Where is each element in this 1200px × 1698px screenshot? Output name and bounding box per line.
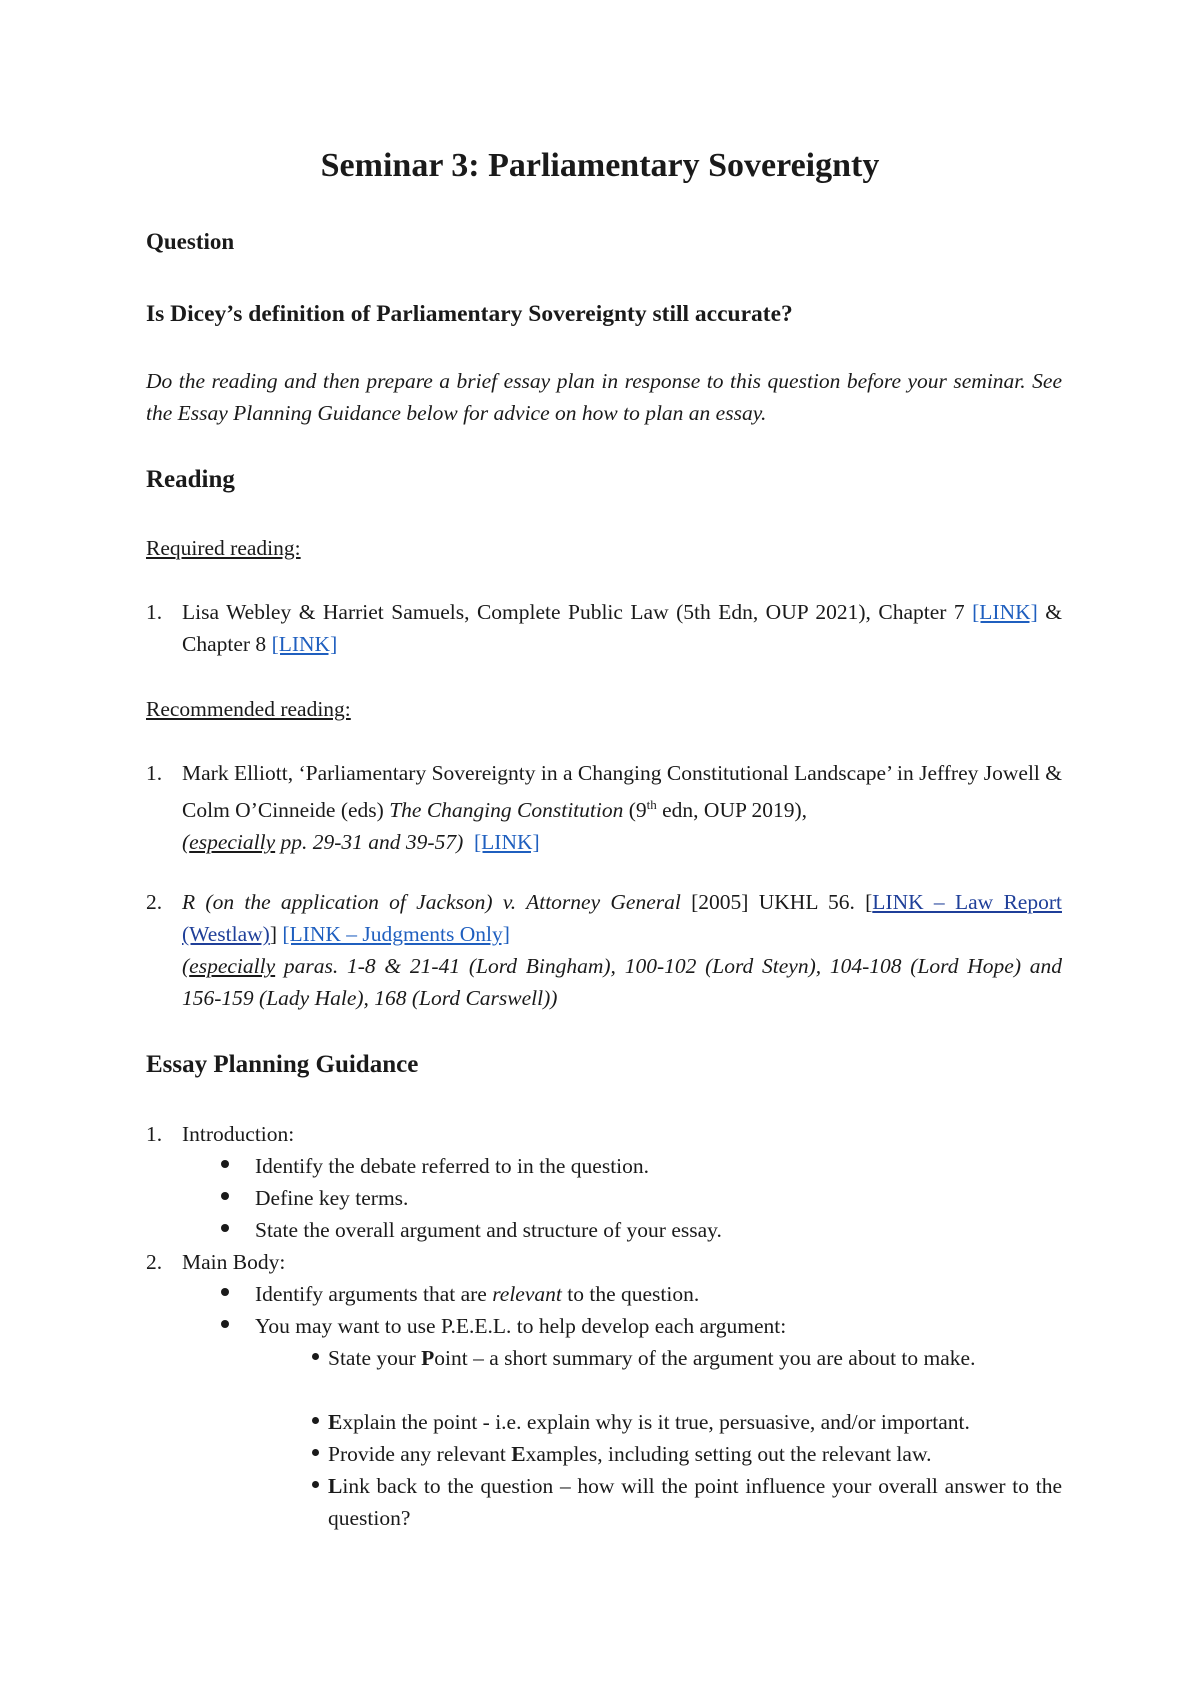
body-label: Main Body:	[182, 1250, 286, 1274]
required-item-number: 1.	[146, 600, 163, 624]
peel-point-key: P	[421, 1346, 435, 1370]
peel-point	[328, 1342, 1062, 1374]
body-bullet-1-emphasis: relevant	[492, 1282, 562, 1306]
question-instruction: Do the reading and then prepare a brief essay plan in response to this question before your seminar. See the Essay Planning Guidance below for advice on how to plan an essay.	[146, 369, 1062, 425]
bullet-icon	[221, 1288, 229, 1296]
required-item-text: Lisa Webley & Harriet Samuels, Complete Public Law (5th Edn, OUP 2021), Chapter 7	[182, 600, 965, 624]
question-text: Is Dicey’s definition of Parliamentary Sovereignty still accurate?	[146, 301, 793, 327]
required-reading-label: Required reading:	[146, 536, 301, 560]
peel-explain-key: E	[328, 1410, 343, 1434]
intro-label: Introduction:	[182, 1122, 295, 1146]
elliott-edition: (9	[623, 798, 647, 823]
question-heading: Question	[146, 229, 235, 254]
bullet-icon	[221, 1160, 229, 1168]
body-number: 2.	[146, 1250, 163, 1274]
required-item	[182, 596, 1062, 660]
jackson-judgments-link[interactable]: [LINK – Judgments Only]	[282, 922, 510, 946]
peel-example	[328, 1438, 1062, 1470]
recommended-item-elliott	[182, 757, 1062, 858]
peel-point-pre: State your	[328, 1346, 422, 1370]
jackson-note-paras: paras. 1-8 & 21-41 (Lord Bingham), 100-102 (Lord Steyn), 104-108 (Lord Hope) and 156-159 (Lady Hale), 168 (Lord Carswell))	[182, 954, 1062, 1010]
elliott-note-pages: pp. 29-31 and 39-57)	[275, 830, 464, 855]
sub-bullet-icon	[312, 1417, 319, 1424]
intro-bullet-1: Identify the debate referred to in the question.	[255, 1154, 650, 1178]
peel-explain	[328, 1406, 1062, 1438]
jackson-citation: [2005] UKHL 56. [	[680, 890, 873, 914]
sub-bullet-icon	[312, 1449, 319, 1456]
jackson-note-especially: especially	[189, 954, 276, 978]
intro-number: 1.	[146, 1122, 163, 1146]
reading-heading: Reading	[146, 466, 235, 493]
elliott-book-title: The Changing Constitution	[389, 798, 624, 823]
peel-link	[328, 1470, 1062, 1534]
bullet-icon	[221, 1320, 229, 1328]
bullet-icon	[221, 1192, 229, 1200]
peel-explain-post: xplain the point - i.e. explain why is it true, persuasive, and/or important.	[342, 1410, 970, 1434]
jackson-note-open: (	[182, 954, 190, 978]
page-title: Seminar 3: Parliamentary Sovereignty	[320, 147, 880, 184]
peel-link-post: ink back to the question – how will the point influence your overall answer to the question?	[328, 1474, 1062, 1530]
elliott-edition-sup: th	[646, 797, 657, 812]
recommended-item-number: 2.	[146, 890, 163, 914]
peel-point-post: oint – a short summary of the argument you are about to make.	[434, 1346, 976, 1370]
intro-bullet-2: Define key terms.	[255, 1186, 409, 1210]
required-chapter7-link[interactable]: [LINK]	[972, 600, 1038, 624]
jackson-bracket: ]	[269, 922, 277, 946]
elliott-note-open: (	[182, 830, 190, 855]
recommended-item-number: 1.	[146, 761, 163, 785]
peel-link-key: L	[328, 1474, 343, 1498]
elliott-link[interactable]: [LINK]	[474, 830, 540, 855]
peel-example-pre: Provide any relevant	[328, 1442, 512, 1466]
sub-bullet-icon	[312, 1353, 319, 1360]
jackson-case-name: R (on the application of Jackson) v. Attorney General	[182, 890, 681, 914]
required-chapter8-link[interactable]: [LINK]	[271, 632, 338, 656]
recommended-reading-label: Recommended reading:	[146, 697, 351, 721]
body-bullet-1	[255, 1278, 699, 1310]
elliott-text: Mark Elliott, ‘Parliamentary Sovereignty in a Changing Constitutional Landscape’ in Jeffrey Jowell & Colm O’Cinneide (eds)	[182, 761, 1062, 823]
intro-bullet-3: State the overall argument and structure of your essay.	[255, 1218, 722, 1242]
elliott-note-especially: especially	[189, 830, 276, 855]
peel-example-post: xamples, including setting out the relevant law.	[525, 1442, 932, 1466]
elliott-publisher: edn, OUP 2019),	[656, 798, 808, 823]
recommended-item-jackson	[182, 886, 1062, 1014]
sub-bullet-icon	[312, 1481, 319, 1488]
jackson-westlaw-link[interactable]: LINK – Law Report (Westlaw)	[182, 890, 1062, 946]
bullet-icon	[221, 1224, 229, 1232]
peel-example-key: E	[511, 1442, 526, 1466]
body-bullet-1-end: to the question.	[561, 1282, 700, 1306]
body-bullet-1-text: Identify arguments that are	[255, 1282, 493, 1306]
body-bullet-2: You may want to use P.E.E.L. to help develop each argument:	[255, 1314, 787, 1338]
required-item-text-b: & Chapter 8	[182, 600, 1062, 656]
guidance-heading: Essay Planning Guidance	[146, 1051, 419, 1078]
